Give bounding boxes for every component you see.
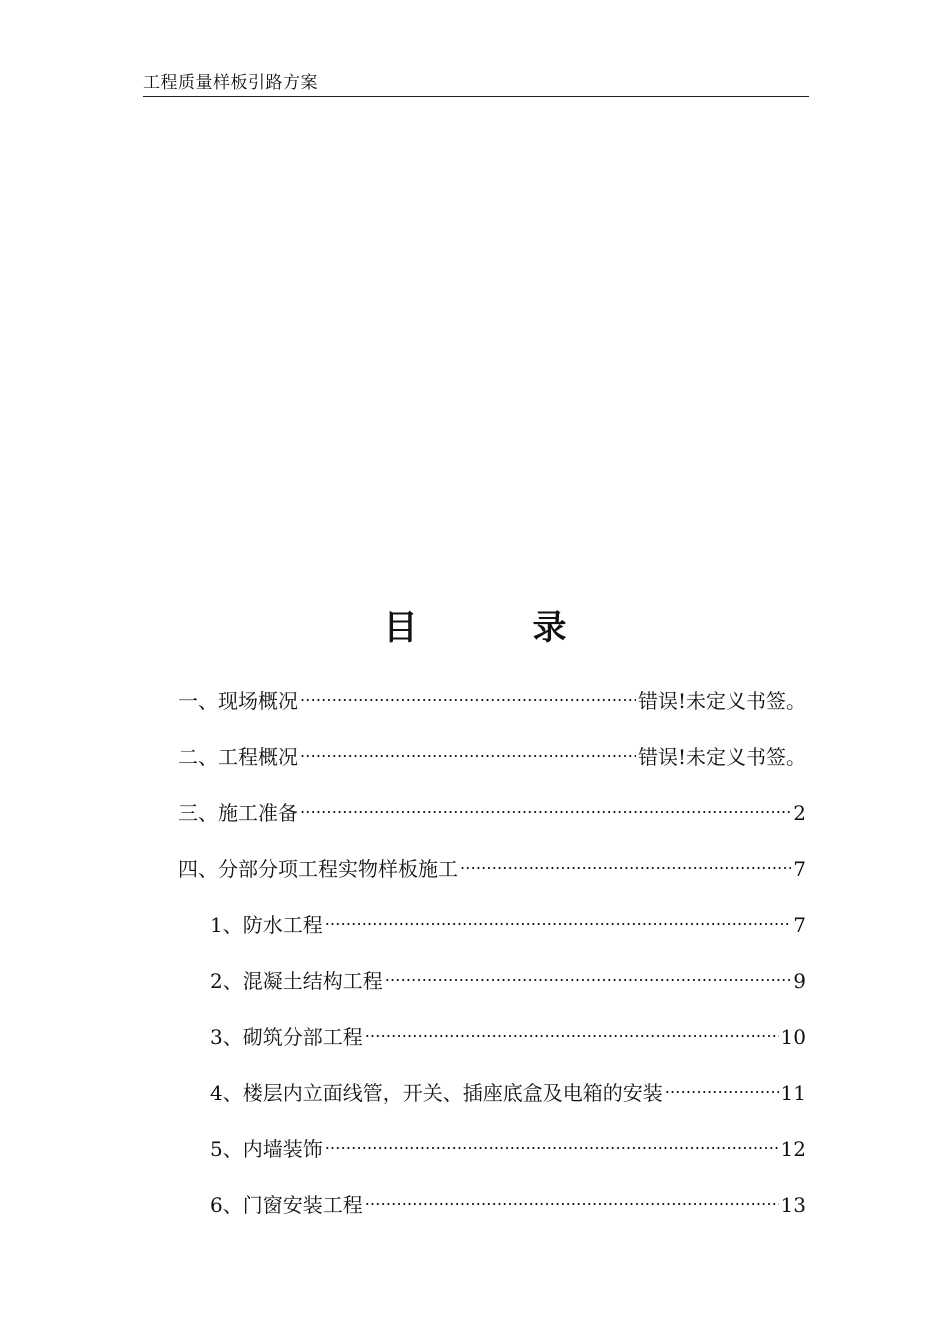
toc-entry-label: 1、防水工程 (210, 913, 323, 937)
toc-entry-page: 7 (793, 857, 806, 881)
toc-entry-8[interactable] (210, 1126, 806, 1161)
toc-entry-page: 9 (793, 969, 806, 993)
toc-entry-label: 二、工程概况 (178, 745, 298, 769)
toc-title-right: 录 (532, 608, 567, 648)
toc-entry-page: 错误!未定义书签。 (637, 689, 806, 713)
toc-leader (300, 790, 791, 820)
toc-entry-label: 4、楼层内立面线管，开关、插座底盒及电箱的安装 (210, 1081, 663, 1105)
toc-entry-3[interactable] (178, 846, 806, 881)
toc-entry-9[interactable] (210, 1182, 806, 1217)
toc-entry-page: 12 (780, 1137, 806, 1161)
toc-entry-page: 13 (780, 1193, 806, 1217)
toc-leader (325, 902, 792, 932)
toc-entry-6[interactable] (210, 1014, 806, 1049)
toc-title-left: 目 (383, 608, 418, 648)
toc-leader (325, 1126, 779, 1156)
toc-entry-page: 7 (793, 913, 806, 937)
toc-entry-page: 错误!未定义书签。 (637, 745, 806, 769)
toc-leader (300, 734, 636, 764)
toc-entry-label: 三、施工准备 (178, 801, 298, 825)
toc-leader (365, 1182, 779, 1212)
toc-leader (385, 958, 792, 988)
toc-entry-label: 3、砌筑分部工程 (210, 1025, 363, 1049)
toc-entry-label: 5、内墙装饰 (210, 1137, 323, 1161)
toc-entry-7[interactable] (210, 1070, 806, 1105)
toc-entry-label: 四、分部分项工程实物样板施工 (178, 857, 458, 881)
toc-entry-0[interactable] (178, 678, 806, 713)
toc-entry-label: 2、混凝土结构工程 (210, 969, 383, 993)
toc-leader (665, 1070, 779, 1100)
toc-entry-5[interactable] (210, 958, 806, 993)
toc-leader (460, 846, 791, 876)
toc-entry-page: 11 (780, 1081, 806, 1105)
toc-entry-2[interactable] (178, 790, 806, 825)
toc-leader (365, 1014, 779, 1044)
header-title: 工程质量样板引路方案 (143, 73, 318, 93)
toc-leader (300, 678, 636, 708)
toc-entry-label: 一、现场概况 (178, 689, 298, 713)
toc-entry-page: 10 (780, 1025, 806, 1049)
toc-entry-1[interactable] (178, 734, 806, 769)
toc-entry-page: 2 (793, 801, 806, 825)
toc-entry-label: 6、门窗安装工程 (210, 1193, 363, 1217)
toc-entry-4[interactable] (210, 902, 806, 937)
